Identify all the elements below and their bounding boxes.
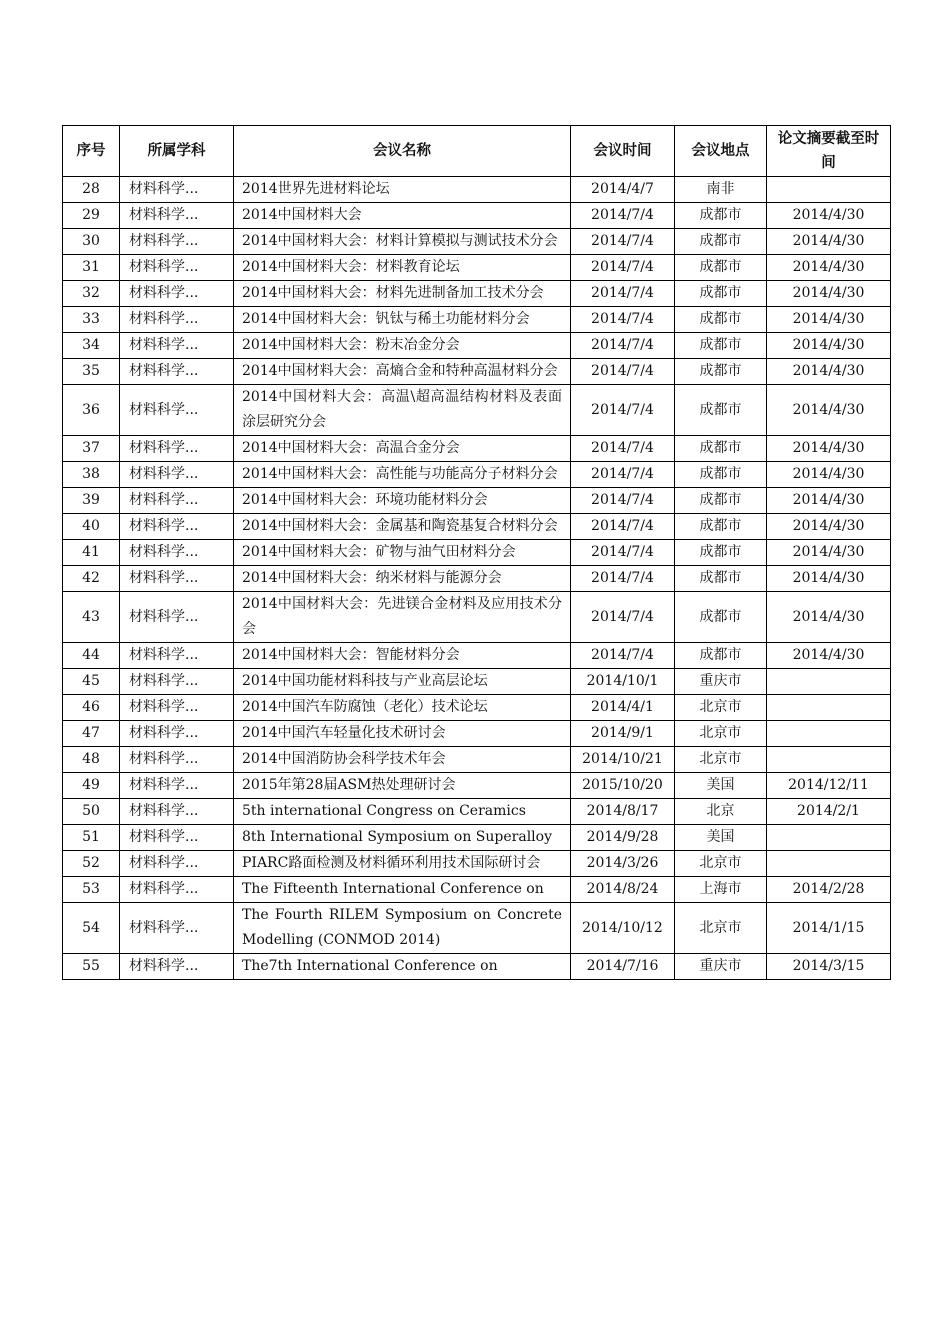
cell-deadline — [767, 721, 891, 747]
cell-subject: 材料科学... — [120, 566, 234, 592]
cell-place: 成都市 — [675, 643, 767, 669]
table-row — [63, 566, 891, 592]
cell-deadline: 2014/4/30 — [767, 436, 891, 462]
cell-deadline: 2014/2/28 — [767, 877, 891, 903]
cell-subject: 材料科学... — [120, 514, 234, 540]
cell-subject: 材料科学... — [120, 773, 234, 799]
cell-subject: 材料科学... — [120, 825, 234, 851]
cell-name: PIARC路面检测及材料循环利用技术国际研讨会 — [234, 851, 571, 877]
cell-deadline: 2014/4/30 — [767, 540, 891, 566]
cell-date: 2014/7/4 — [571, 643, 675, 669]
cell-place: 北京市 — [675, 695, 767, 721]
cell-subject: 材料科学... — [120, 307, 234, 333]
cell-place: 成都市 — [675, 281, 767, 307]
cell-deadline: 2014/4/30 — [767, 514, 891, 540]
cell-name: 8th International Symposium on Superalloy — [234, 825, 571, 851]
cell-date: 2014/10/21 — [571, 747, 675, 773]
cell-no: 30 — [63, 229, 120, 255]
cell-name: 2014中国材料大会：高熵合金和特种高温材料分会 — [234, 359, 571, 385]
cell-deadline — [767, 851, 891, 877]
cell-deadline: 2014/4/30 — [767, 359, 891, 385]
cell-name: 2014中国材料大会：纳米材料与能源分会 — [234, 566, 571, 592]
cell-subject: 材料科学... — [120, 877, 234, 903]
cell-no: 28 — [63, 177, 120, 203]
cell-place: 北京市 — [675, 851, 767, 877]
cell-name: 2014中国材料大会：金属基和陶瓷基复合材料分会 — [234, 514, 571, 540]
cell-place: 上海市 — [675, 877, 767, 903]
cell-subject: 材料科学... — [120, 643, 234, 669]
cell-no: 44 — [63, 643, 120, 669]
cell-place: 美国 — [675, 773, 767, 799]
document-page — [62, 125, 890, 980]
table-row — [63, 488, 891, 514]
cell-date: 2014/7/4 — [571, 436, 675, 462]
cell-deadline: 2014/4/30 — [767, 643, 891, 669]
table-row — [63, 385, 891, 436]
cell-place: 北京市 — [675, 903, 767, 954]
table-row — [63, 903, 891, 954]
table-row — [63, 229, 891, 255]
cell-subject: 材料科学... — [120, 799, 234, 825]
cell-deadline: 2014/1/15 — [767, 903, 891, 954]
cell-name: 2015年第28届ASM热处理研讨会 — [234, 773, 571, 799]
cell-name: The Fifteenth International Conference on — [234, 877, 571, 903]
cell-subject: 材料科学... — [120, 695, 234, 721]
cell-no: 39 — [63, 488, 120, 514]
table-row — [63, 695, 891, 721]
cell-no: 31 — [63, 255, 120, 281]
cell-no: 40 — [63, 514, 120, 540]
cell-name: 5th international Congress on Ceramics — [234, 799, 571, 825]
table-row — [63, 255, 891, 281]
cell-subject: 材料科学... — [120, 954, 234, 980]
cell-date: 2014/7/4 — [571, 592, 675, 643]
cell-no: 55 — [63, 954, 120, 980]
cell-date: 2014/7/4 — [571, 462, 675, 488]
cell-name: 2014中国材料大会：高性能与功能高分子材料分会 — [234, 462, 571, 488]
cell-deadline: 2014/4/30 — [767, 385, 891, 436]
cell-name: 2014世界先进材料论坛 — [234, 177, 571, 203]
cell-date: 2014/7/4 — [571, 229, 675, 255]
cell-deadline: 2014/4/30 — [767, 333, 891, 359]
cell-name: 2014中国汽车轻量化技术研讨会 — [234, 721, 571, 747]
cell-name: 2014中国材料大会：材料教育论坛 — [234, 255, 571, 281]
cell-name: 2014中国功能材料科技与产业高层论坛 — [234, 669, 571, 695]
cell-no: 36 — [63, 385, 120, 436]
cell-no: 43 — [63, 592, 120, 643]
cell-subject: 材料科学... — [120, 721, 234, 747]
cell-name: 2014中国材料大会：材料计算模拟与测试技术分会 — [234, 229, 571, 255]
table-header-row — [63, 126, 891, 177]
cell-place: 成都市 — [675, 592, 767, 643]
cell-date: 2014/7/4 — [571, 488, 675, 514]
table-row — [63, 773, 891, 799]
cell-no: 53 — [63, 877, 120, 903]
cell-name: 2014中国消防协会科学技术年会 — [234, 747, 571, 773]
cell-place: 成都市 — [675, 540, 767, 566]
cell-date: 2014/7/4 — [571, 281, 675, 307]
cell-subject: 材料科学... — [120, 540, 234, 566]
table-row — [63, 643, 891, 669]
cell-subject: 材料科学... — [120, 333, 234, 359]
cell-no: 34 — [63, 333, 120, 359]
table-row — [63, 825, 891, 851]
table-row — [63, 877, 891, 903]
table-body — [63, 177, 891, 980]
cell-date: 2014/3/26 — [571, 851, 675, 877]
cell-deadline — [767, 825, 891, 851]
cell-no: 33 — [63, 307, 120, 333]
table-row — [63, 203, 891, 229]
cell-name: 2014中国材料大会：先进镁合金材料及应用技术分会 — [234, 592, 571, 643]
cell-deadline: 2014/4/30 — [767, 592, 891, 643]
cell-no: 45 — [63, 669, 120, 695]
table-row — [63, 177, 891, 203]
cell-place: 重庆市 — [675, 954, 767, 980]
table-row — [63, 514, 891, 540]
cell-date: 2014/4/1 — [571, 695, 675, 721]
cell-date: 2014/8/17 — [571, 799, 675, 825]
cell-no: 38 — [63, 462, 120, 488]
cell-no: 29 — [63, 203, 120, 229]
table-row — [63, 307, 891, 333]
table-row — [63, 954, 891, 980]
header-no: 序号 — [63, 126, 120, 177]
cell-subject: 材料科学... — [120, 255, 234, 281]
cell-place: 成都市 — [675, 255, 767, 281]
cell-deadline — [767, 747, 891, 773]
cell-place: 北京 — [675, 799, 767, 825]
table-row — [63, 721, 891, 747]
cell-subject: 材料科学... — [120, 669, 234, 695]
cell-subject: 材料科学... — [120, 488, 234, 514]
cell-no: 52 — [63, 851, 120, 877]
cell-place: 成都市 — [675, 385, 767, 436]
table-row — [63, 851, 891, 877]
cell-no: 51 — [63, 825, 120, 851]
cell-deadline: 2014/4/30 — [767, 281, 891, 307]
table-row — [63, 540, 891, 566]
header-deadline: 论文摘要截至时间 — [767, 126, 891, 177]
header-place: 会议地点 — [675, 126, 767, 177]
cell-date: 2014/7/4 — [571, 566, 675, 592]
table-row — [63, 669, 891, 695]
cell-name: 2014中国汽车防腐蚀（老化）技术论坛 — [234, 695, 571, 721]
cell-deadline: 2014/2/1 — [767, 799, 891, 825]
cell-deadline — [767, 695, 891, 721]
cell-no: 42 — [63, 566, 120, 592]
cell-name: 2014中国材料大会：高温\超高温结构材料及表面涂层研究分会 — [234, 385, 571, 436]
cell-deadline: 2014/4/30 — [767, 229, 891, 255]
cell-no: 35 — [63, 359, 120, 385]
cell-date: 2014/9/28 — [571, 825, 675, 851]
cell-place: 成都市 — [675, 566, 767, 592]
cell-subject: 材料科学... — [120, 592, 234, 643]
cell-deadline: 2014/4/30 — [767, 488, 891, 514]
header-date: 会议时间 — [571, 126, 675, 177]
cell-place: 成都市 — [675, 333, 767, 359]
table-row — [63, 436, 891, 462]
cell-subject: 材料科学... — [120, 436, 234, 462]
cell-date: 2014/7/4 — [571, 203, 675, 229]
cell-name: 2014中国材料大会：钒钛与稀土功能材料分会 — [234, 307, 571, 333]
cell-date: 2014/7/4 — [571, 540, 675, 566]
cell-name: The7th International Conference on — [234, 954, 571, 980]
cell-deadline: 2014/12/11 — [767, 773, 891, 799]
cell-place: 成都市 — [675, 307, 767, 333]
cell-no: 37 — [63, 436, 120, 462]
cell-subject: 材料科学... — [120, 177, 234, 203]
table-row — [63, 592, 891, 643]
cell-deadline: 2014/3/15 — [767, 954, 891, 980]
cell-date: 2014/10/1 — [571, 669, 675, 695]
cell-no: 41 — [63, 540, 120, 566]
table-row — [63, 799, 891, 825]
cell-subject: 材料科学... — [120, 359, 234, 385]
cell-subject: 材料科学... — [120, 229, 234, 255]
header-name: 会议名称 — [234, 126, 571, 177]
cell-place: 成都市 — [675, 203, 767, 229]
header-subject: 所属学科 — [120, 126, 234, 177]
cell-place: 成都市 — [675, 229, 767, 255]
cell-subject: 材料科学... — [120, 851, 234, 877]
cell-date: 2014/4/7 — [571, 177, 675, 203]
cell-no: 49 — [63, 773, 120, 799]
cell-subject: 材料科学... — [120, 903, 234, 954]
table-row — [63, 462, 891, 488]
cell-deadline: 2014/4/30 — [767, 203, 891, 229]
cell-deadline: 2014/4/30 — [767, 462, 891, 488]
cell-subject: 材料科学... — [120, 747, 234, 773]
cell-name: 2014中国材料大会：矿物与油气田材料分会 — [234, 540, 571, 566]
cell-deadline: 2014/4/30 — [767, 255, 891, 281]
cell-subject: 材料科学... — [120, 385, 234, 436]
cell-no: 48 — [63, 747, 120, 773]
cell-name: 2014中国材料大会：环境功能材料分会 — [234, 488, 571, 514]
cell-name: 2014中国材料大会：高温合金分会 — [234, 436, 571, 462]
table-row — [63, 333, 891, 359]
cell-no: 54 — [63, 903, 120, 954]
cell-place: 成都市 — [675, 462, 767, 488]
cell-date: 2014/7/4 — [571, 514, 675, 540]
cell-deadline: 2014/4/30 — [767, 566, 891, 592]
cell-place: 美国 — [675, 825, 767, 851]
table-row — [63, 747, 891, 773]
cell-name: The Fourth RILEM Symposium on Concrete Modelling (CONMOD 2014) — [234, 903, 571, 954]
cell-name: 2014中国材料大会 — [234, 203, 571, 229]
cell-name: 2014中国材料大会：粉末冶金分会 — [234, 333, 571, 359]
cell-date: 2015/10/20 — [571, 773, 675, 799]
cell-deadline — [767, 177, 891, 203]
cell-date: 2014/10/12 — [571, 903, 675, 954]
cell-subject: 材料科学... — [120, 281, 234, 307]
cell-place: 北京市 — [675, 747, 767, 773]
cell-subject: 材料科学... — [120, 462, 234, 488]
conference-table — [62, 125, 891, 980]
cell-place: 成都市 — [675, 488, 767, 514]
cell-date: 2014/7/4 — [571, 255, 675, 281]
cell-name: 2014中国材料大会：智能材料分会 — [234, 643, 571, 669]
cell-no: 32 — [63, 281, 120, 307]
cell-subject: 材料科学... — [120, 203, 234, 229]
table-row — [63, 359, 891, 385]
table-row — [63, 281, 891, 307]
cell-date: 2014/7/16 — [571, 954, 675, 980]
cell-place: 北京市 — [675, 721, 767, 747]
cell-date: 2014/9/1 — [571, 721, 675, 747]
cell-date: 2014/7/4 — [571, 307, 675, 333]
cell-date: 2014/8/24 — [571, 877, 675, 903]
cell-date: 2014/7/4 — [571, 385, 675, 436]
cell-name: 2014中国材料大会：材料先进制备加工技术分会 — [234, 281, 571, 307]
cell-place: 成都市 — [675, 359, 767, 385]
cell-no: 50 — [63, 799, 120, 825]
cell-place: 重庆市 — [675, 669, 767, 695]
cell-no: 47 — [63, 721, 120, 747]
cell-no: 46 — [63, 695, 120, 721]
cell-date: 2014/7/4 — [571, 333, 675, 359]
cell-deadline: 2014/4/30 — [767, 307, 891, 333]
cell-deadline — [767, 669, 891, 695]
cell-date: 2014/7/4 — [571, 359, 675, 385]
cell-place: 成都市 — [675, 436, 767, 462]
cell-place: 成都市 — [675, 514, 767, 540]
cell-place: 南非 — [675, 177, 767, 203]
